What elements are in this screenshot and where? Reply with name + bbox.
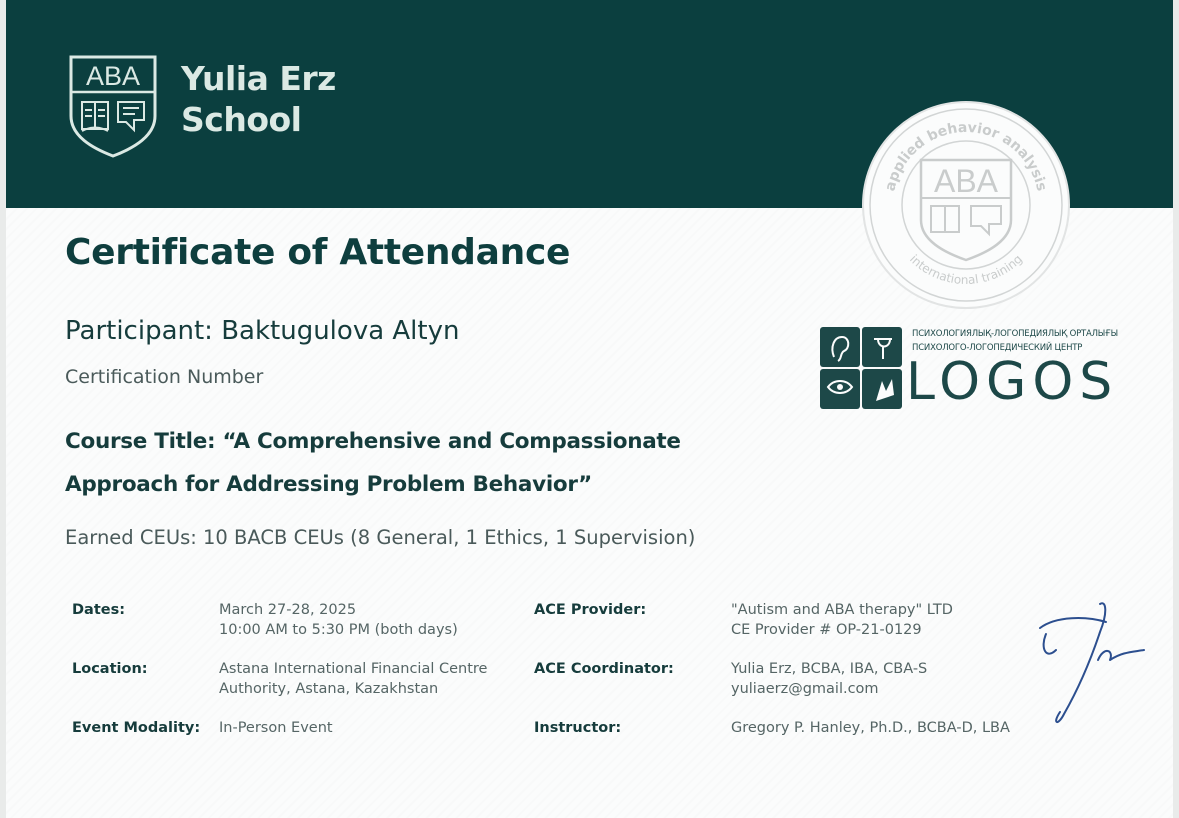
dates-label: Dates: <box>72 602 126 618</box>
certificate-title: Certificate of Attendance <box>65 232 571 273</box>
course-title <box>65 420 705 506</box>
instructor-value: Gregory P. Hanley, Ph.D., BCBA-D, LBA <box>731 720 1010 736</box>
participant-name: Participant: Baktugulova Altyn <box>65 316 460 346</box>
school-name-line1: Yulia Erz <box>181 59 336 98</box>
ace-provider-line1: "Autism and ABA therapy" LTD <box>731 602 953 618</box>
location-label: Location: <box>72 661 148 677</box>
location-line1: Astana International Financial Centre <box>219 661 488 677</box>
location-line2: Authority, Astana, Kazakhstan <box>219 681 439 697</box>
ace-provider-line2: CE Provider # OP-21-0129 <box>731 622 922 638</box>
course-title-line1: Course Title: “A Comprehensive and Compassionate <box>65 429 681 454</box>
logos-wordmark: LOGOS <box>906 352 1119 412</box>
school-shield-logo <box>68 54 158 158</box>
dates-line2: 10:00 AM to 5:30 PM (both days) <box>219 622 458 638</box>
course-title-line2: Approach for Addressing Problem Behavior” <box>65 472 592 497</box>
instructor-label: Instructor: <box>534 720 622 736</box>
certification-number-label: Certification Number <box>65 366 264 388</box>
dates-value <box>219 600 458 640</box>
school-name <box>181 58 336 140</box>
ace-coordinator-email: yuliaerz@gmail.com <box>731 681 879 697</box>
certificate-page <box>6 0 1173 818</box>
seal-bottom-text: international training <box>906 251 1026 288</box>
modality-value: In-Person Event <box>219 720 333 736</box>
logos-tagline-line1: ПСИХОЛОГИЯЛЫҚ-ЛОГОПЕДИЯЛЫҚ ОРТАЛЫҒЫ <box>912 329 1118 339</box>
dates-line1: March 27-28, 2025 <box>219 602 357 618</box>
ace-provider-label: ACE Provider: <box>534 602 647 618</box>
signature <box>1036 598 1146 730</box>
ace-coordinator-line1: Yulia Erz, BCBA, IBA, CBA-S <box>731 661 928 677</box>
aba-seal <box>861 100 1071 310</box>
seal-aba-text: ABA <box>933 163 999 199</box>
school-name-line2: School <box>181 100 302 139</box>
logos-tagline-line2: ПСИХОЛОГО-ЛОГОПЕДИЧЕСКИЙ ЦЕНТР <box>912 343 1083 353</box>
seal-top-text: applied behavior analysis <box>882 119 1050 193</box>
earned-ceus: Earned CEUs: 10 BACB CEUs (8 General, 1 Ethics, 1 Supervision) <box>65 526 696 549</box>
location-value <box>219 659 487 699</box>
ace-provider-value <box>731 600 953 640</box>
ace-coordinator-label: ACE Coordinator: <box>534 661 674 677</box>
shield-aba-text: ABA <box>85 61 141 91</box>
modality-label: Event Modality: <box>72 720 201 736</box>
ace-coordinator-value <box>731 659 927 699</box>
logos-tagline <box>912 327 1118 355</box>
